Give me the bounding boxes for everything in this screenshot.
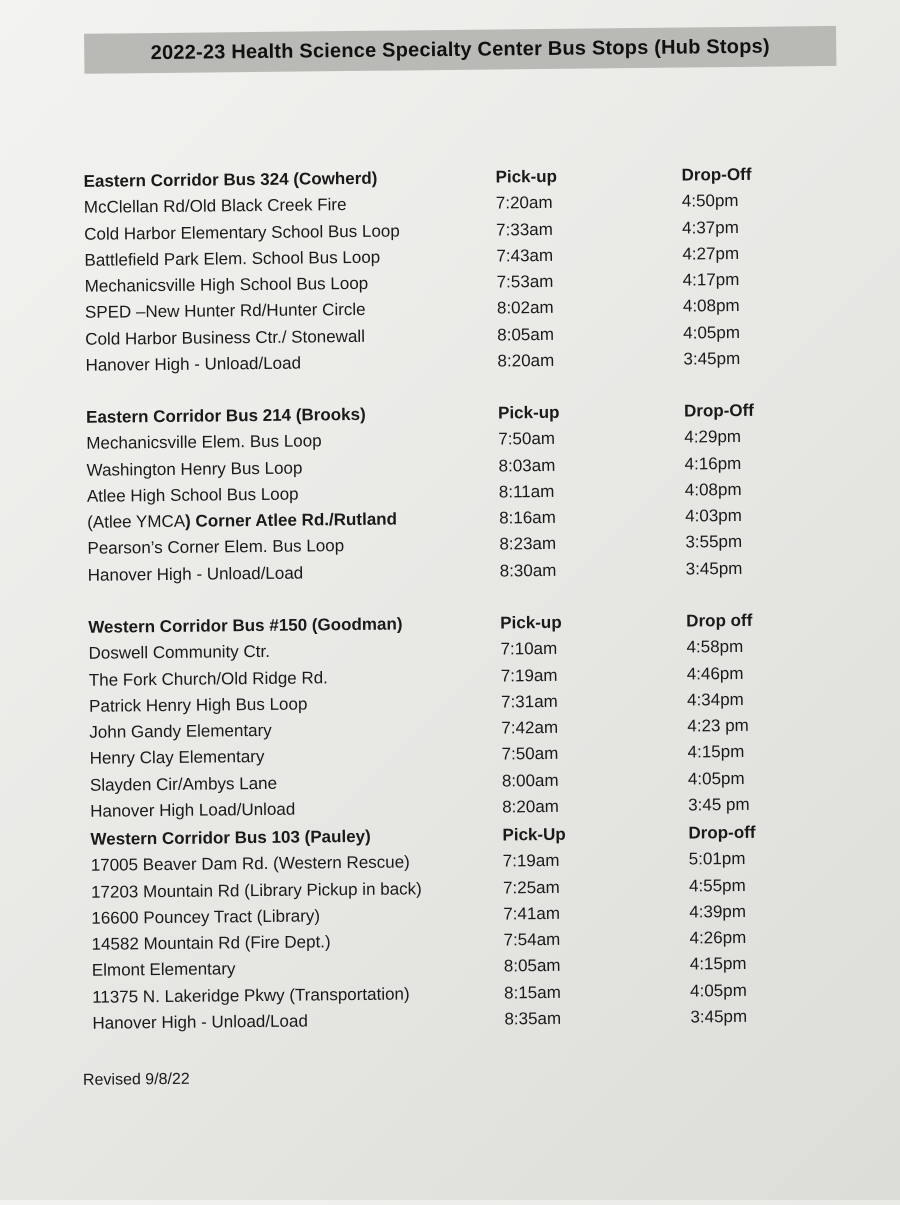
stop-location: Hanover High - Unload/Load (85, 353, 302, 375)
pickup-time: 7:31am (500, 691, 558, 712)
dropoff-time: 4:55pm (688, 875, 746, 896)
dropoff-time: 4:26pm (689, 928, 747, 948)
stop-location: Slayden Cir/Ambys Lane (89, 773, 278, 795)
dropoff-time: 4:15pm (689, 954, 747, 974)
pickup-header: Pick-up (495, 166, 558, 187)
stop-location: Washington Henry Bus Loop (86, 458, 303, 480)
stop-location-part: ) Corner Atlee Rd./Rutland (185, 509, 398, 531)
stop-location: Cold Harbor Business Ctr./ Stonewall (85, 326, 366, 349)
pickup-header: Pick-Up (502, 824, 566, 845)
stop-location: Cold Harbor Elementary School Bus Loop (84, 221, 400, 244)
dropoff-time: 5:01pm (688, 849, 746, 869)
pickup-time: 8:11am (498, 481, 555, 502)
stop-location: John Gandy Elementary (89, 721, 272, 742)
dropoff-time: 3:45pm (690, 1006, 748, 1027)
dropoff-time: 3:45pm (685, 558, 743, 579)
route-section (0, 163, 898, 383)
stop-location: Hanover High - Unload/Load (92, 1011, 308, 1033)
pickup-time: 7:50am (501, 744, 559, 764)
pickup-time: 8:23am (499, 534, 557, 554)
pickup-time: 7:50am (498, 429, 556, 449)
pickup-time: 7:20am (495, 193, 553, 213)
pickup-time: 7:53am (496, 272, 554, 292)
pickup-time: 8:03am (498, 455, 556, 476)
pickup-time: 7:54am (503, 930, 561, 950)
dropoff-header: Drop-Off (681, 164, 752, 185)
dropoff-time: 3:45pm (683, 349, 741, 369)
pickup-time: 8:00am (501, 770, 559, 791)
stop-location: Mechanicsville High School Bus Loop (84, 274, 369, 296)
pickup-time: 7:25am (502, 877, 560, 898)
dropoff-time: 4:58pm (686, 637, 744, 657)
pickup-time: 7:41am (503, 903, 561, 924)
stop-location: 11375 N. Lakeridge Pkwy (Transportation) (92, 984, 410, 1007)
stop-location-part: (Atlee YMCA (87, 511, 186, 532)
page-title: 2022-23 Health Science Specialty Center Bus Stops (Hub Stops) (150, 35, 770, 64)
title-banner (84, 26, 836, 74)
dropoff-time: 4:27pm (682, 243, 740, 264)
stop-location (87, 510, 397, 533)
stop-location: Doswell Community Ctr. (88, 642, 271, 664)
route-section (2, 821, 900, 1041)
dropoff-time: 4:34pm (686, 689, 744, 710)
dropoff-header: Drop-off (688, 822, 756, 843)
pickup-time: 8:05am (503, 956, 561, 976)
dropoff-time: 4:08pm (682, 296, 740, 317)
stop-location: SPED –New Hunter Rd/Hunter Circle (84, 300, 366, 323)
dropoff-time: 4:37pm (682, 217, 739, 238)
pickup-time: 7:19am (502, 851, 560, 871)
pickup-time: 7:33am (496, 219, 553, 240)
stop-location: Mechanicsville Elem. Bus Loop (86, 431, 322, 454)
stop-location: McClellan Rd/Old Black Creek Fire (83, 195, 347, 218)
stop-location: 16600 Pouncey Tract (Library) (91, 906, 321, 928)
dropoff-time: 3:55pm (685, 532, 743, 553)
dropoff-time: 4:05pm (683, 322, 741, 343)
pickup-time: 7:19am (500, 665, 558, 686)
route-name: Eastern Corridor Bus 214 (Brooks) (85, 404, 366, 427)
pickup-time: 8:05am (497, 324, 555, 345)
stop-location: 17203 Mountain Rd (Library Pickup in back) (90, 878, 422, 902)
revision-date: Revised 9/8/22 (82, 1070, 190, 1089)
pickup-time: 7:10am (500, 639, 558, 659)
stop-location: Elmont Elementary (91, 959, 236, 981)
dropoff-time: 4:03pm (685, 506, 742, 526)
stop-location: Hanover High Load/Unload (90, 799, 296, 821)
dropoff-header: Drop off (686, 610, 753, 631)
dropoff-time: 4:50pm (681, 191, 739, 211)
pickup-time: 8:16am (499, 508, 556, 528)
dropoff-time: 4:05pm (690, 980, 747, 1001)
dropoff-time: 4:29pm (684, 427, 742, 447)
dropoff-time: 4:16pm (684, 453, 742, 474)
dropoff-time: 4:08pm (684, 479, 742, 500)
stop-location: 14582 Mountain Rd (Fire Dept.) (91, 932, 331, 954)
route-section (0, 399, 900, 592)
stop-location: Battlefield Park Elem. School Bus Loop (84, 247, 381, 270)
dropoff-time: 4:15pm (687, 742, 745, 763)
stop-location: Patrick Henry High Bus Loop (88, 694, 308, 716)
route-section (0, 609, 900, 829)
pickup-header: Pick-up (500, 612, 562, 633)
pickup-time: 8:15am (504, 982, 561, 1003)
dropoff-time: 4:39pm (689, 901, 747, 922)
dropoff-time: 4:46pm (686, 663, 744, 684)
stop-location: Atlee High School Bus Loop (86, 484, 299, 506)
pickup-time: 7:42am (501, 718, 559, 738)
pickup-header: Pick-up (497, 402, 560, 423)
pickup-time: 8:02am (496, 298, 554, 318)
stop-location: Henry Clay Elementary (89, 747, 265, 769)
pickup-time: 8:20am (497, 350, 555, 371)
route-name: Western Corridor Bus #150 (Goodman) (88, 614, 403, 637)
stop-location: The Fork Church/Old Ridge Rd. (88, 667, 328, 690)
pickup-time: 7:43am (496, 245, 554, 266)
dropoff-time: 3:45 pm (688, 794, 750, 815)
pickup-time: 8:30am (499, 560, 557, 581)
stop-location: 17005 Beaver Dam Rd. (Western Rescue) (90, 852, 410, 876)
dropoff-time: 4:17pm (682, 270, 740, 290)
dropoff-time: 4:05pm (687, 768, 745, 789)
pickup-time: 8:35am (504, 1008, 562, 1029)
stop-location: Pearson’s Corner Elem. Bus Loop (87, 536, 345, 559)
route-name: Western Corridor Bus 103 (Pauley) (90, 826, 371, 849)
stop-location: Hanover High - Unload/Load (87, 563, 304, 585)
pickup-time: 8:20am (502, 796, 559, 817)
dropoff-header: Drop-Off (683, 400, 755, 421)
route-name: Eastern Corridor Bus 324 (Cowherd) (83, 168, 378, 191)
dropoff-time: 4:23 pm (687, 716, 749, 736)
